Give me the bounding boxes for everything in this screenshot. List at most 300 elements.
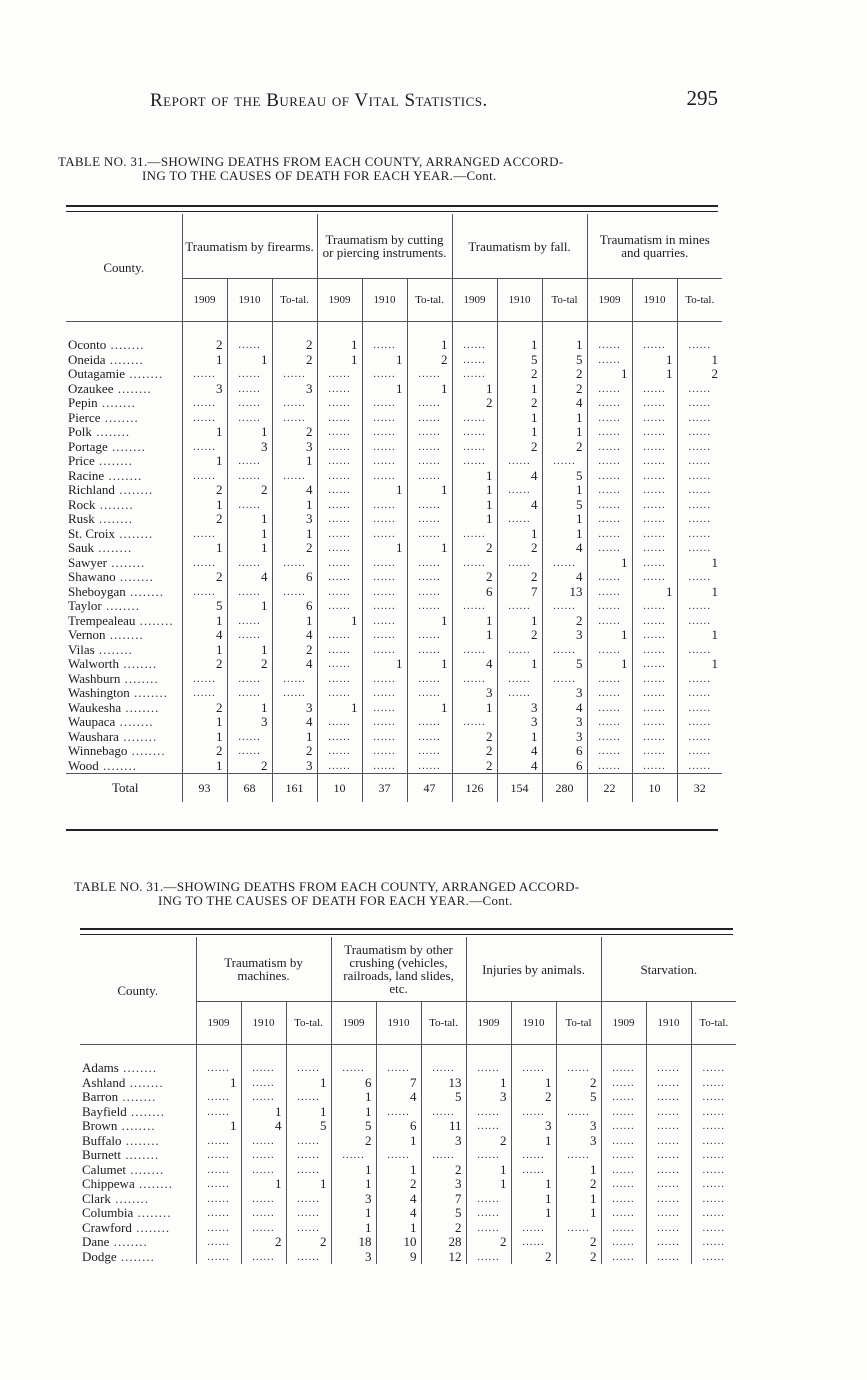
table-cell: 1 [497, 322, 542, 353]
table-cell: 1 [227, 701, 272, 716]
county-name: Brown ........ [82, 1119, 156, 1134]
table-cell: ...... [677, 527, 722, 542]
county-name: Washburn ........ [68, 671, 159, 686]
table-cell: 2 [556, 1235, 601, 1250]
table-cell: ...... [182, 686, 227, 701]
county-name: Sauk ........ [68, 541, 133, 556]
table-cell: 1 [497, 425, 542, 440]
table-cell: ...... [632, 672, 677, 687]
table-row [80, 1148, 736, 1163]
table-cell: ...... [632, 570, 677, 585]
table-row [66, 541, 722, 556]
table1 [66, 214, 722, 802]
county-label: Waukesha [68, 700, 122, 715]
table-cell: 1 [331, 1206, 376, 1221]
table-cell: ...... [601, 1090, 646, 1105]
table-cell: ...... [601, 1163, 646, 1178]
table-cell: ...... [632, 527, 677, 542]
table-cell: 1 [286, 1105, 331, 1120]
table1-body [66, 322, 722, 803]
total-header: To-tal [556, 1002, 601, 1045]
table-cell: 1 [227, 527, 272, 542]
table-cell: ...... [587, 454, 632, 469]
table-cell: ...... [317, 411, 362, 426]
table-cell: ...... [196, 1177, 241, 1192]
table-cell: ...... [331, 1148, 376, 1163]
table-cell: ...... [691, 1119, 736, 1134]
county-label: Price [68, 454, 95, 469]
table-cell: 2 [511, 1090, 556, 1105]
table-cell: 4 [542, 570, 587, 585]
table-cell: 6 [272, 599, 317, 614]
table-cell: 4 [376, 1192, 421, 1207]
table-cell: ...... [542, 643, 587, 658]
table-cell: 1 [452, 382, 497, 397]
table-cell: ...... [601, 1045, 646, 1076]
table-cell: ...... [497, 672, 542, 687]
table-cell: 4 [497, 744, 542, 759]
year-header: 1910 [646, 1002, 691, 1045]
table-cell: ...... [272, 585, 317, 600]
table-cell: ...... [317, 527, 362, 542]
table-cell: ...... [227, 556, 272, 571]
table-cell: ...... [182, 411, 227, 426]
table-cell: ...... [227, 498, 272, 513]
table2-body [80, 1045, 736, 1265]
table-cell: ...... [362, 512, 407, 527]
table-cell: ...... [317, 396, 362, 411]
county-label: St. Croix [68, 526, 115, 541]
county-name: Trempealeau ........ [68, 613, 174, 628]
table-cell: ...... [362, 643, 407, 658]
table-cell: ...... [407, 686, 452, 701]
table-cell: 1 [677, 657, 722, 672]
table-cell: 1 [542, 512, 587, 527]
table-cell: 1 [511, 1206, 556, 1221]
table-cell: 2 [407, 353, 452, 368]
table-row [66, 556, 722, 571]
table-cell: ...... [317, 483, 362, 498]
table-cell: ...... [587, 382, 632, 397]
table-cell: ...... [286, 1163, 331, 1178]
county-label: Portage [68, 439, 108, 454]
table-cell: ...... [407, 411, 452, 426]
table-cell: 3 [421, 1134, 466, 1149]
table-cell: ...... [407, 730, 452, 745]
table-cell: ...... [241, 1045, 286, 1076]
table-cell: ...... [632, 628, 677, 643]
table-row [66, 672, 722, 687]
county-name: Ashland ........ [82, 1075, 164, 1090]
table-cell: 2 [497, 367, 542, 382]
table-cell: ...... [317, 425, 362, 440]
table-cell: ...... [677, 614, 722, 629]
year-header: 1910 [227, 279, 272, 322]
table-cell: 1 [182, 425, 227, 440]
year-header: 1909 [196, 1002, 241, 1045]
table-cell: 2 [421, 1163, 466, 1178]
table-cell: ...... [362, 411, 407, 426]
table-cell: ...... [196, 1090, 241, 1105]
table-cell: 3 [497, 701, 542, 716]
table-cell: 1 [331, 1090, 376, 1105]
table-cell: 2 [376, 1177, 421, 1192]
table-cell: 1 [331, 1105, 376, 1120]
table-cell: 2 [182, 483, 227, 498]
table-cell: ...... [542, 599, 587, 614]
table-cell: 1 [556, 1163, 601, 1178]
county-name: Burnett ........ [82, 1148, 160, 1163]
table-cell: ...... [452, 322, 497, 353]
table-cell: ...... [362, 556, 407, 571]
table-cell: ...... [601, 1119, 646, 1134]
page-header [150, 86, 740, 116]
total-cell: 32 [677, 774, 722, 803]
table-cell: ...... [196, 1235, 241, 1250]
table-cell: ...... [587, 469, 632, 484]
table-cell: 2 [497, 628, 542, 643]
table-cell: 3 [542, 715, 587, 730]
county-label: Columbia [82, 1206, 134, 1221]
table2-caption-line1: TABLE NO. 31.—SHOWING DEATHS FROM EACH COUNTY, ARRANGED ACCORD- [74, 879, 580, 894]
table-cell: ...... [646, 1105, 691, 1120]
table-cell: 1 [182, 730, 227, 745]
county-name: Calumet ........ [82, 1162, 165, 1177]
table-cell: 1 [182, 498, 227, 513]
table-cell: 13 [421, 1076, 466, 1091]
table-cell: 3 [272, 701, 317, 716]
county-name: Taylor ........ [68, 599, 140, 614]
table-cell: 1 [241, 1177, 286, 1192]
table-cell: ...... [317, 672, 362, 687]
table-cell: ...... [632, 322, 677, 353]
table-cell: 1 [241, 1105, 286, 1120]
table-cell: ...... [182, 527, 227, 542]
table-cell: 5 [497, 353, 542, 368]
table-cell: 2 [452, 730, 497, 745]
table-cell: ...... [317, 570, 362, 585]
table-cell: ...... [691, 1090, 736, 1105]
table-cell: ...... [362, 585, 407, 600]
table-row [66, 585, 722, 600]
county-label: Chippewa [82, 1177, 135, 1192]
total-cell: 280 [542, 774, 587, 803]
total-cell: 68 [227, 774, 272, 803]
table-cell: ...... [587, 483, 632, 498]
table-cell: ...... [691, 1076, 736, 1091]
table-cell: ...... [362, 570, 407, 585]
table-cell: ...... [182, 440, 227, 455]
county-label: Pierce [68, 410, 101, 425]
table-cell: ...... [632, 614, 677, 629]
table-cell: ...... [452, 599, 497, 614]
table-cell: 1 [317, 701, 362, 716]
table-row [66, 425, 722, 440]
table-cell: 1 [497, 614, 542, 629]
county-label: Vernon [68, 628, 106, 643]
table-cell: 3 [511, 1119, 556, 1134]
county-label: Adams [82, 1060, 119, 1076]
table-cell: 3 [556, 1134, 601, 1149]
table-row [80, 1090, 736, 1105]
table-cell: ...... [421, 1148, 466, 1163]
table-cell: ...... [317, 599, 362, 614]
table-cell: ...... [407, 628, 452, 643]
table-cell: ...... [646, 1250, 691, 1265]
table-cell: 3 [331, 1192, 376, 1207]
table-cell: ...... [587, 411, 632, 426]
table-cell: ...... [272, 672, 317, 687]
table-cell: ...... [196, 1105, 241, 1120]
table-cell: ...... [587, 440, 632, 455]
table-cell: ...... [407, 759, 452, 774]
table-row [66, 657, 722, 672]
table-cell: 5 [421, 1090, 466, 1105]
table-cell: 2 [272, 643, 317, 658]
table-cell: ...... [272, 686, 317, 701]
table-cell: 3 [556, 1119, 601, 1134]
table-cell: 4 [182, 628, 227, 643]
table2-caption-line2: ING TO THE CAUSES OF DEATH FOR EACH YEAR.—Cont. [158, 893, 513, 908]
county-name: Oconto ........ [68, 337, 145, 353]
table-cell: 1 [331, 1163, 376, 1178]
table-row [66, 353, 722, 368]
county-label: Clark [82, 1191, 111, 1206]
table-cell: 1 [556, 1206, 601, 1221]
table-cell: 1 [556, 1192, 601, 1207]
table-cell: ...... [601, 1221, 646, 1236]
table-cell: ...... [601, 1148, 646, 1163]
year-header: 1910 [497, 279, 542, 322]
county-label: Ozaukee [68, 381, 114, 396]
table-cell: ...... [677, 715, 722, 730]
county-name: Waupaca ........ [68, 715, 154, 730]
table-cell: ...... [677, 498, 722, 513]
table-cell: 6 [331, 1076, 376, 1091]
table-cell: 1 [407, 382, 452, 397]
table-cell: ...... [227, 686, 272, 701]
table2 [80, 937, 736, 1264]
table-cell: 1 [466, 1177, 511, 1192]
table-cell: ...... [241, 1076, 286, 1091]
county-name: Price ........ [68, 454, 133, 469]
county-name: St. Croix ........ [68, 526, 154, 541]
table-cell: 2 [452, 396, 497, 411]
table-cell: 1 [407, 483, 452, 498]
table-cell: 1 [182, 759, 227, 774]
county-label: Ashland [82, 1075, 126, 1090]
table-cell: ...... [241, 1206, 286, 1221]
table-cell: 1 [452, 628, 497, 643]
table-cell: ...... [587, 744, 632, 759]
table-cell: 2 [272, 322, 317, 353]
table-cell: 1 [587, 367, 632, 382]
year-header: 1909 [452, 279, 497, 322]
table-cell: ...... [362, 686, 407, 701]
total-cell: 126 [452, 774, 497, 803]
table-row [80, 1119, 736, 1134]
table-cell: 4 [272, 628, 317, 643]
table-cell: 1 [542, 322, 587, 353]
total-cell: 22 [587, 774, 632, 803]
county-name: Waukesha ........ [68, 700, 160, 715]
table-cell: ...... [632, 556, 677, 571]
table-cell: ...... [182, 672, 227, 687]
table-cell: 5 [542, 353, 587, 368]
county-name: Portage ........ [68, 439, 146, 454]
table-cell: ...... [407, 396, 452, 411]
table-cell: 3 [182, 382, 227, 397]
table-cell: ...... [677, 411, 722, 426]
table-cell: 1 [632, 353, 677, 368]
table-cell: ...... [646, 1163, 691, 1178]
table-cell: ...... [691, 1045, 736, 1076]
table-cell: ...... [646, 1076, 691, 1091]
table-row [66, 599, 722, 614]
table-row [66, 701, 722, 716]
group-header-animals: Injuries by animals. [466, 937, 601, 1002]
table-cell: ...... [452, 527, 497, 542]
table-cell: 1 [362, 353, 407, 368]
table-cell: ...... [677, 701, 722, 716]
table-cell: ...... [286, 1221, 331, 1236]
table-cell: 1 [452, 701, 497, 716]
county-name: Barron ........ [82, 1090, 157, 1105]
table-cell: ...... [182, 585, 227, 600]
table-cell: ...... [632, 599, 677, 614]
table-cell: ...... [677, 425, 722, 440]
table-cell: 1 [317, 322, 362, 353]
table-cell: 1 [407, 322, 452, 353]
table-cell: 9 [376, 1250, 421, 1265]
table-cell: ...... [286, 1045, 331, 1076]
county-name: Columbia ........ [82, 1206, 172, 1221]
table-cell: ...... [317, 585, 362, 600]
table-cell: 1 [362, 657, 407, 672]
table-cell: ...... [497, 512, 542, 527]
table-cell: ...... [452, 643, 497, 658]
table-cell: ...... [587, 570, 632, 585]
table-cell: 2 [677, 367, 722, 382]
county-label: Sawyer [68, 555, 107, 570]
table-cell: 2 [542, 614, 587, 629]
table-cell: ...... [196, 1134, 241, 1149]
table-cell: ...... [632, 686, 677, 701]
running-title: Report of the Bureau of Vital Statistics. [150, 90, 488, 111]
page-number: 295 [686, 86, 718, 110]
table-cell: 3 [272, 440, 317, 455]
table-cell: 13 [542, 585, 587, 600]
table-cell: 2 [227, 759, 272, 774]
table-cell: ...... [241, 1250, 286, 1265]
table-cell: ...... [317, 367, 362, 382]
year-header: 1910 [632, 279, 677, 322]
county-label: Outagamie [68, 367, 126, 382]
group-header-mines: Traumatism in mines and quarries. [587, 214, 722, 279]
table-cell: 1 [362, 541, 407, 556]
table-cell: 1 [587, 556, 632, 571]
table-cell: ...... [362, 701, 407, 716]
year-header: 1909 [331, 1002, 376, 1045]
table-cell: ...... [511, 1163, 556, 1178]
total-header: To-tal. [286, 1002, 331, 1045]
table-cell: 11 [421, 1119, 466, 1134]
table-cell: ...... [511, 1235, 556, 1250]
table-cell: 1 [677, 353, 722, 368]
table-cell: ...... [362, 469, 407, 484]
table-cell: 3 [542, 628, 587, 643]
table-cell: 1 [587, 657, 632, 672]
table-cell: ...... [587, 643, 632, 658]
table-cell: 1 [331, 1177, 376, 1192]
table-cell: 18 [331, 1235, 376, 1250]
table-cell: ...... [587, 541, 632, 556]
table-cell: ...... [376, 1045, 421, 1076]
table-cell: 3 [542, 686, 587, 701]
table-cell: ...... [646, 1235, 691, 1250]
table-row [66, 686, 722, 701]
table-cell: ...... [227, 628, 272, 643]
table-cell: ...... [601, 1192, 646, 1207]
table-cell: ...... [677, 599, 722, 614]
table-row [66, 628, 722, 643]
table-cell: ...... [407, 599, 452, 614]
table-cell: 12 [421, 1250, 466, 1265]
total-header: To-tal. [677, 279, 722, 322]
table-cell: ...... [362, 527, 407, 542]
table-cell: ...... [241, 1148, 286, 1163]
table-cell: ...... [362, 322, 407, 353]
year-header: 1909 [601, 1002, 646, 1045]
total-cell: 10 [632, 774, 677, 803]
table-cell: ...... [241, 1090, 286, 1105]
county-label: Pepin [68, 396, 98, 411]
table-cell: ...... [587, 730, 632, 745]
table-cell: ...... [421, 1045, 466, 1076]
table-cell: ...... [452, 715, 497, 730]
county-label: Burnett [82, 1148, 121, 1163]
county-label: Brown [82, 1119, 118, 1134]
table-cell: 6 [542, 759, 587, 774]
county-name: Oneida ........ [68, 352, 144, 367]
county-label: Wood [68, 758, 99, 773]
table-cell: ...... [587, 322, 632, 353]
table-cell: ...... [286, 1192, 331, 1207]
county-label: Bayfield [82, 1104, 127, 1119]
table-cell: ...... [452, 440, 497, 455]
table-cell: 7 [376, 1076, 421, 1091]
total-label: Total [66, 774, 182, 803]
table-cell: ...... [587, 715, 632, 730]
table-cell: ...... [272, 396, 317, 411]
group-header-fall: Traumatism by fall. [452, 214, 587, 279]
table-cell: ...... [196, 1192, 241, 1207]
county-name: Outagamie ........ [68, 367, 164, 382]
year-header: 1909 [182, 279, 227, 322]
table2-caption [74, 880, 749, 908]
table-cell: ...... [587, 527, 632, 542]
table-cell: ...... [677, 396, 722, 411]
table-row [66, 730, 722, 745]
table-row [66, 498, 722, 513]
table-cell: ...... [466, 1206, 511, 1221]
table-cell: ...... [587, 759, 632, 774]
table-cell: ...... [227, 454, 272, 469]
table-cell: ...... [182, 396, 227, 411]
total-header: To-tal. [691, 1002, 736, 1045]
table-cell: ...... [466, 1105, 511, 1120]
table-cell: ...... [196, 1163, 241, 1178]
